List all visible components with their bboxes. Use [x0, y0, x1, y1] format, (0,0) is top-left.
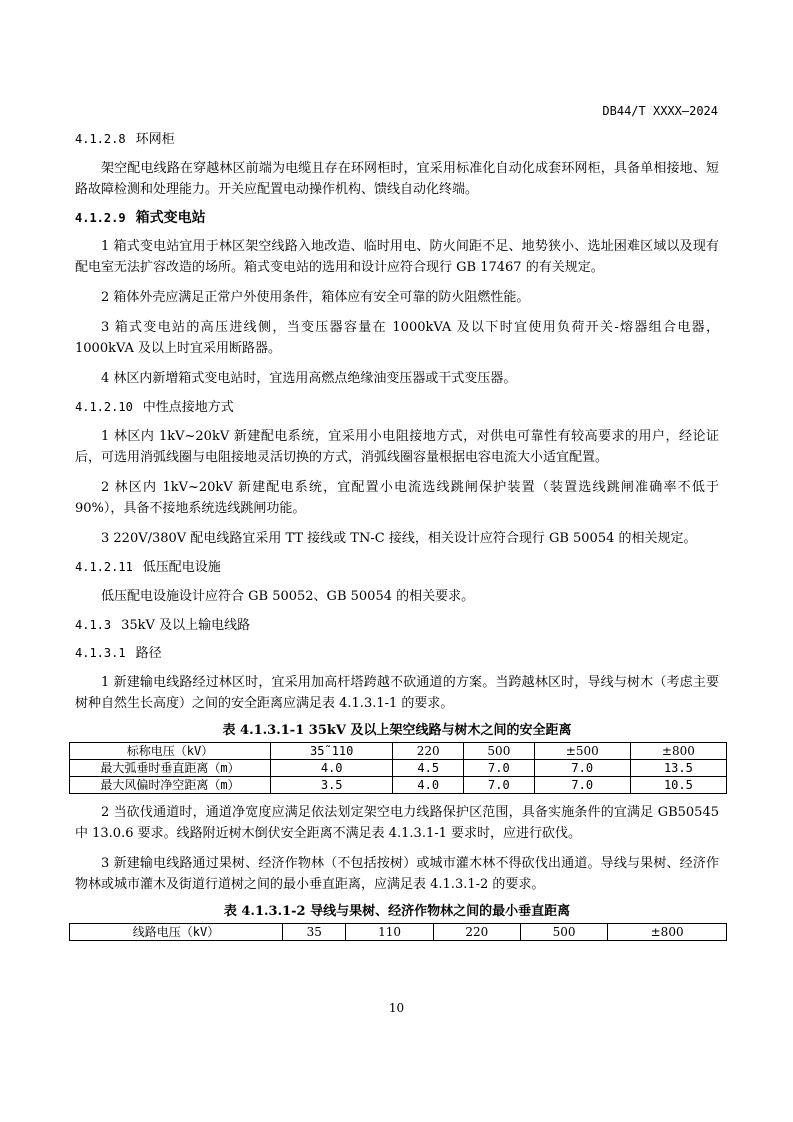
paragraph: 架空配电线路在穿越林区前端为电缆且存在环网柜时，宜采用标准化自动化成套环网柜，具备单相接地、短路故障检测和处理能力。开关应配置电动操作机构、馈线自动化终端。: [75, 161, 719, 197]
page-number: 10: [388, 1001, 405, 1015]
section-heading: 4.1.2.9 箱式变电站: [75, 210, 206, 226]
table-cell: 220: [393, 743, 464, 760]
table-cell: 35˜110: [271, 743, 393, 760]
table-cell: 最大风偏时净空距离（m）: [70, 777, 271, 794]
table-cell: 110: [346, 924, 433, 941]
paragraph: 1 新建输电线路经过林区时，宜采用加高杆塔跨越不砍通道的方案。当跨越林区时，导线与树木（考虑主要树种自然生长高度）之间的安全距离应满足表 4.1.3.1-1 的要求。: [75, 675, 719, 711]
paragraph: 2 当砍伐通道时，通道净宽度应满足依法划定架空电力线路保护区范围，具备实施条件的宜满足 GB50545 中 13.0.6 要求。线路附近树木倒伏安全距离不满足表 4.1.3.1-1 要求时，应进行砍伐。: [75, 805, 719, 841]
table-row: [70, 760, 727, 777]
paragraph: 1 林区内 1kV~20kV 新建配电系统，宜采用小电阻接地方式，对供电可靠性有较高要求的用户，经论证后，可选用消弧线圈与电阻接地灵活切换的方式，消弧线圈容量根据电容电流大小适宜配置。: [75, 429, 719, 465]
table-cell: 线路电压（kV）: [70, 924, 283, 941]
paragraph: 低压配电设施设计应符合 GB 50052、GB 50054 的相关要求。: [101, 589, 475, 604]
paragraph: 3 箱式变电站的高压进线侧，当变压器容量在 1000kVA 及以下时宜使用负荷开关-熔器组合电器，1000kVA 及以上时宜采用断路器。: [75, 320, 719, 356]
table-cell: ±800: [608, 924, 727, 941]
table-caption: 表 4.1.3.1-1 35kV 及以上架空线路与树木之间的安全距离: [222, 723, 572, 738]
table-cell: 4.5: [393, 760, 464, 777]
table-cell: 500: [520, 924, 607, 941]
table-cell: ±500: [534, 743, 630, 760]
table-cell: 35: [283, 924, 346, 941]
table-cell: 标称电压（kV）: [70, 743, 271, 760]
table-cell: 7.0: [534, 777, 630, 794]
paragraph: 2 林区内 1kV~20kV 新建配电系统，宜配置小电流选线跳闸保护装置（装置选线跳闸准确率不低于 90%），具备不接地系统选线跳闸功能。: [75, 480, 719, 516]
document-body: [75, 130, 719, 941]
table-cell: 7.0: [464, 777, 535, 794]
section-heading: 4.1.2.11 低压配电设施: [75, 560, 221, 575]
table-cell: 4.0: [393, 777, 464, 794]
table-row: [70, 743, 727, 760]
section-heading: 4.1.2.8 环网柜: [75, 132, 175, 147]
paragraph: 4 林区内新增箱式变电站时，宜选用高燃点绝缘油变压器或干式变压器。: [101, 371, 517, 386]
table-cell: 500: [464, 743, 535, 760]
paragraph: 2 箱体外壳应满足正常户外使用条件，箱体应有安全可靠的防火阻燃性能。: [101, 290, 530, 305]
table-caption: 表 4.1.3.1-2 导线与果树、经济作物林之间的最小垂直距离: [223, 904, 571, 919]
table-row: [70, 924, 727, 941]
table-cell: 3.5: [271, 777, 393, 794]
table-cell: 7.0: [464, 760, 535, 777]
table-cell: 10.5: [630, 777, 726, 794]
table-cell: 4.0: [271, 760, 393, 777]
table-row: [70, 777, 727, 794]
paragraph: 1 箱式变电站宜用于林区架空线路入地改造、临时用电、防火间距不足、地势狭小、选址困难区域以及现有配电室无法扩容改造的场所。箱式变电站的选用和设计应符合现行 GB 17467 的有关规定。: [75, 239, 719, 275]
section-heading: 4.1.2.10 中性点接地方式: [75, 400, 234, 415]
table-cell: 7.0: [534, 760, 630, 777]
paragraph: 3 220V/380V 配电线路宜采用 TT 接线或 TN-C 接线，相关设计应符合现行 GB 50054 的相关规定。: [101, 531, 697, 546]
safety-distance-table: [69, 742, 727, 794]
section-heading: 4.1.3.1 路径: [75, 646, 162, 661]
table-cell: ±800: [630, 743, 726, 760]
vertical-distance-table: [69, 923, 727, 941]
table-cell: 220: [433, 924, 520, 941]
table-cell: 最大弧垂时垂直距离（m）: [70, 760, 271, 777]
table-cell: 13.5: [630, 760, 726, 777]
section-heading: 4.1.3 35kV 及以上输电线路: [75, 618, 251, 633]
paragraph: 3 新建输电线路通过果树、经济作物林（不包括按树）或城市灌木林不得砍伐出通道。导线与果树、经济作物林或城市灌木及街道行道树之间的最小垂直距离，应满足表 4.1.3.1-2 的要求。: [75, 856, 719, 892]
document-code: DB44/T XXXX—2024: [602, 104, 718, 118]
